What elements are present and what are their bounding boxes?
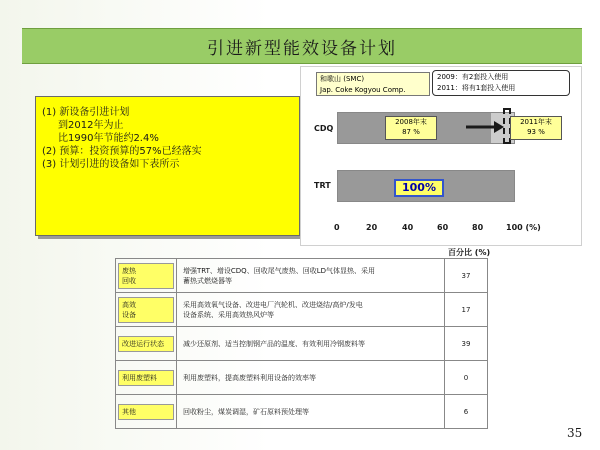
description-line-1: 采用高效氧气设备、改进电厂汽轮机、改进烧结/高炉/发电 (183, 300, 363, 309)
trt-value-label: 100% (394, 179, 444, 197)
info-line-4: (2) 预算：投资预算的57%已经落实 (42, 146, 202, 157)
cdq-2011-year: 2011年末 (520, 118, 552, 126)
description-line-1: 利用废塑料，提高废塑料利用设备的效率等 (183, 373, 316, 382)
description-line-2: 设备系统、采用高效热风炉等 (183, 310, 274, 319)
category-tag (118, 336, 174, 352)
axis-tick-0: 0 (334, 223, 340, 232)
percent-value: 17 (445, 293, 488, 327)
cdq-2008-year: 2008年末 (395, 118, 427, 126)
table-row (116, 327, 488, 361)
percent-value: 37 (445, 259, 488, 293)
axis-tick-40: 40 (402, 223, 414, 232)
axis-tick-20: 20 (366, 223, 378, 232)
arrow-icon (466, 120, 506, 134)
axis-tick-60: 60 (437, 223, 449, 232)
measures-table (115, 258, 488, 429)
info-box (35, 96, 300, 236)
cdq-2008-label (385, 116, 437, 140)
category-line-2: 回收 (122, 276, 136, 285)
callout-box (432, 70, 570, 96)
table-row (116, 293, 488, 327)
info-line-3: 比1990年节能约2.4% (58, 133, 159, 144)
table-row (116, 361, 488, 395)
percent-column-header: 百分比 (%) (448, 248, 491, 257)
category-line-2: 设备 (122, 310, 136, 319)
category-line-1: 废热 (122, 266, 136, 275)
callout-line-1: 2009：有2套投入使用 (437, 73, 509, 81)
description-line-2: 蓄热式燃烧器等 (183, 276, 232, 285)
percent-value: 0 (445, 361, 488, 395)
title-bar (22, 28, 582, 64)
axis-tick-100: 100 (%) (506, 223, 541, 232)
cdq-category-label: CDQ (314, 124, 334, 133)
category-line-1: 改进运行状态 (122, 339, 164, 348)
cdq-2008-value: 87 % (402, 128, 420, 136)
percent-value: 39 (445, 327, 488, 361)
category-line-1: 高效 (122, 300, 136, 309)
info-line-1: (1) 新设备引进计划 (42, 107, 130, 118)
cdq-2011-value: 93 % (527, 128, 545, 136)
axis-tick-80: 80 (472, 223, 484, 232)
info-line-5: (3) 计划引进的设备如下表所示 (42, 159, 180, 170)
percent-value: 6 (445, 395, 488, 429)
info-line-2: 到2012年为止 (58, 120, 124, 131)
page-title: 引进新型能效设备计划 (207, 38, 397, 59)
category-tag (118, 404, 174, 420)
company-line-2: Jap. Coke Kogyou Comp. (320, 86, 406, 94)
description-line-1: 增强TRT、增设CDQ、回收尾气废热、回收LD气体显热、采用 (183, 266, 375, 275)
callout-line-2: 2011：将有1套投入使用 (437, 84, 516, 92)
category-tag (118, 297, 174, 323)
trt-category-label: TRT (314, 181, 331, 190)
company-line-1: 和歌山 (SMC) (320, 75, 365, 83)
table-row (116, 395, 488, 429)
description-line-1: 减少还原剂、适当控制钢产品的温度、有效利用冷钢废料等 (183, 339, 365, 348)
cdq-2011-label (510, 116, 562, 140)
company-label (316, 72, 430, 96)
description-line-1: 回收粉尘，煤炭调湿，矿石原料预处理等 (183, 407, 309, 416)
page-number: 35 (567, 426, 583, 440)
category-tag (118, 263, 174, 289)
table-row (116, 259, 488, 293)
category-line-1: 利用废塑料 (122, 373, 157, 382)
category-line-1: 其他 (122, 407, 136, 416)
category-tag (118, 370, 174, 386)
